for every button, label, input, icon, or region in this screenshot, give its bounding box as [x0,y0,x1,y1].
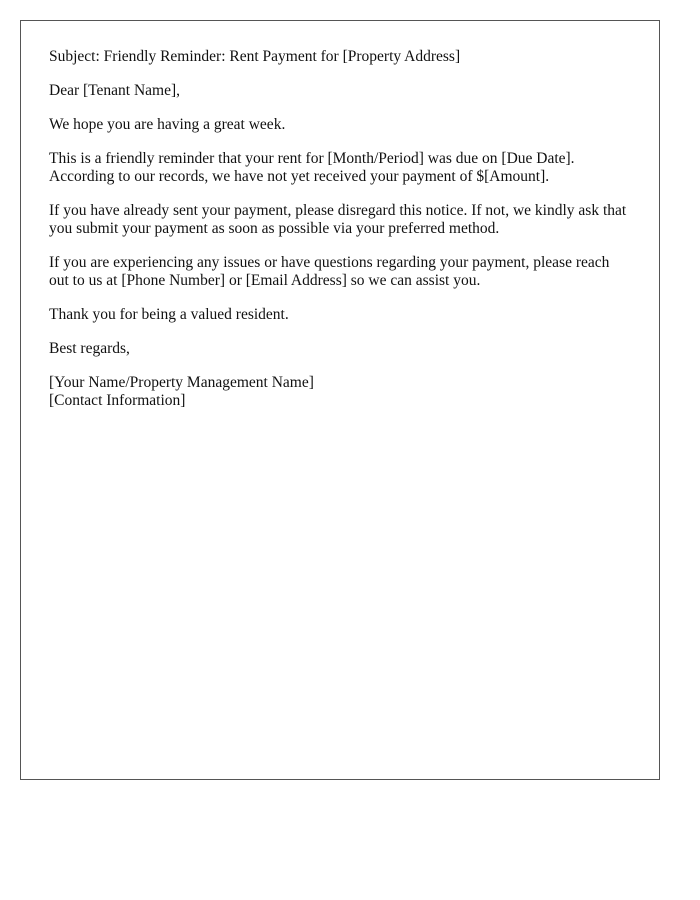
paragraph-reminder: This is a friendly reminder that your rent for [Month/Period] was due on [Due Date]. According to our records, we have not yet received your payment of $[Amount]. [49,150,575,185]
signature-contact: [Contact Information] [49,392,186,409]
salutation: Dear [Tenant Name], [49,82,181,99]
paragraph-thanks: Thank you for being a valued resident. [49,306,289,323]
paragraph-disregard: If you have already sent your payment, please disregard this notice. If not, we kindly ask that you submit your payment as soon as possible via your preferred method. [49,202,627,237]
signature-name: [Your Name/Property Management Name] [49,374,314,391]
letter-document [20,20,660,780]
paragraph-greeting: We hope you are having a great week. [49,116,286,133]
closing: Best regards, [49,340,130,357]
signature-block [49,374,631,410]
paragraph-contact: If you are experiencing any issues or have questions regarding your payment, please reach out to us at [Phone Number] or [Email Address] so we can assist you. [49,254,610,289]
subject-line: Subject: Friendly Reminder: Rent Payment for [Property Address] [49,48,461,65]
